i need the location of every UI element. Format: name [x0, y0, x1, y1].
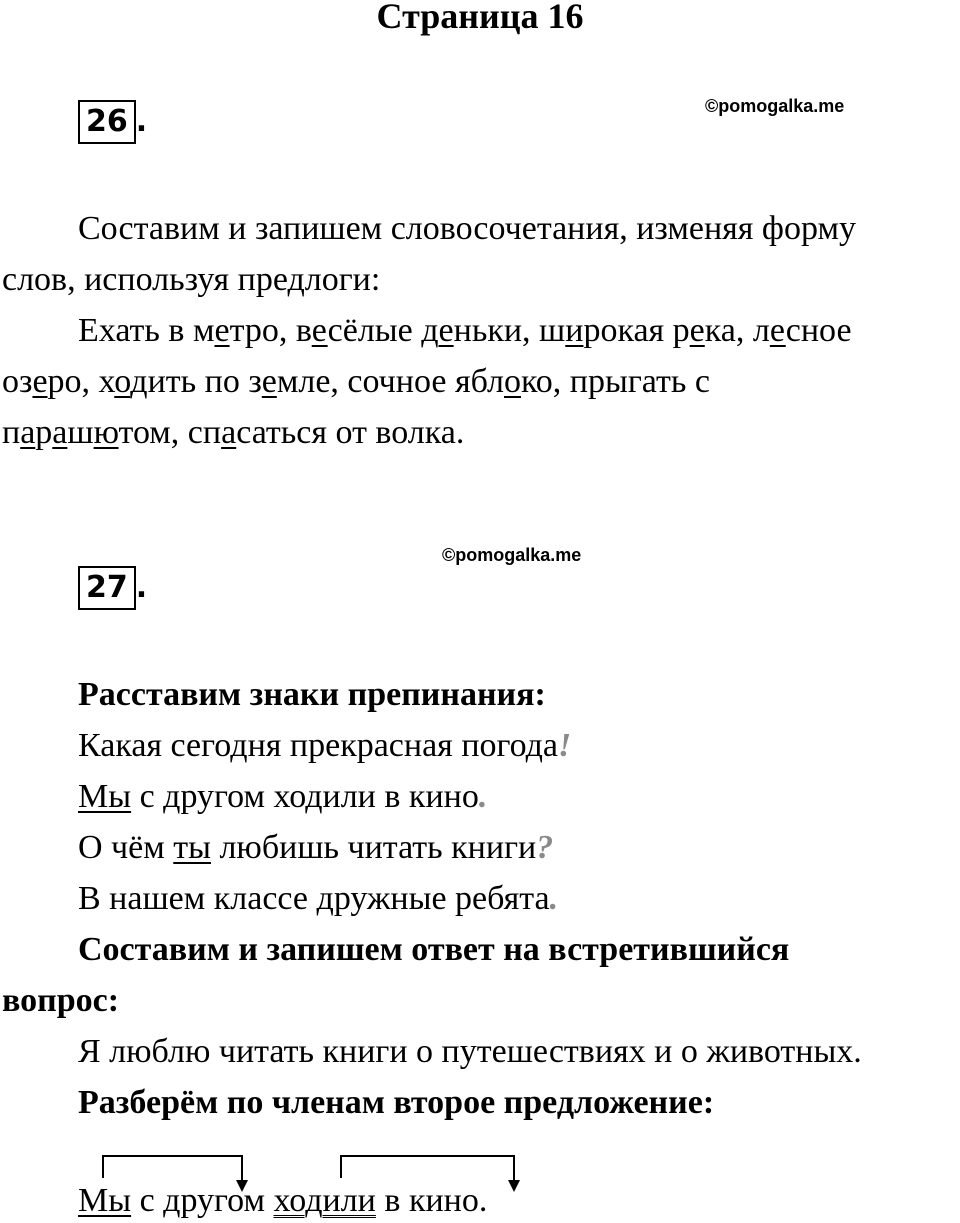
task-26-intro-line2: слов, используя предлоги: — [2, 261, 381, 298]
punctuation-mark: ! — [558, 727, 572, 764]
page-title: Страница 16 — [376, 0, 584, 36]
task-27-heading-answer-line1: Составим и запишем ответ на встретившийся — [78, 931, 790, 968]
task-26-phrases-line1: Ехать в метро, весёлые деньки, широкая река, лесное — [78, 312, 852, 349]
vowel-underlined: о — [114, 363, 131, 400]
arrow-subject-to-group — [103, 1156, 242, 1182]
vowel-underlined: е — [311, 312, 328, 349]
vowel-underlined: ю — [93, 414, 119, 451]
watermark-middle: ©pomogalka.me — [442, 545, 582, 565]
task-26-number: 26 . — [78, 100, 147, 144]
arrow-head-2 — [508, 1180, 520, 1192]
sentence-4: В нашем классе дружные ребята. — [78, 880, 559, 917]
task-27-heading-answer-line2: вопрос: — [2, 982, 120, 1019]
task-26-phrases-line2: озеро, ходить по земле, сочное яблоко, прыгать с — [2, 363, 710, 400]
vowel-underlined: и — [565, 312, 584, 349]
sentence-3: О чём ты любишь читать книги? — [78, 829, 554, 866]
task-number-box: 27 — [78, 566, 136, 610]
vowel-underlined: е — [214, 312, 230, 349]
parsed-sentence: Мы с другом ходили в кино. — [78, 1182, 488, 1219]
subject-word: Мы — [78, 778, 132, 815]
subject-word: Мы — [78, 1182, 132, 1219]
watermark-top: ©pomogalka.me — [705, 96, 845, 116]
task-27-heading-punctuation: Расставим знаки препинания: — [78, 676, 546, 713]
punctuation-mark: . — [478, 778, 488, 815]
vowel-underlined: е — [769, 312, 786, 349]
predicate-word: ходили — [273, 1182, 376, 1219]
vowel-underlined: а — [20, 414, 36, 451]
vowel-underlined: а — [52, 414, 68, 451]
vowel-underlined: е — [32, 363, 48, 400]
punctuation-mark: ? — [536, 829, 554, 866]
sentence-1: Какая сегодня прекрасная погода! — [78, 727, 572, 764]
answer-sentence: Я люблю читать книги о путешествиях и о животных. — [78, 1033, 862, 1070]
task-26-intro-line1: Составим и запишем словосочетания, изменяя форму — [78, 210, 856, 247]
vowel-underlined: е — [689, 312, 705, 349]
task-27-number: 27 . — [78, 566, 147, 610]
task-27-heading-parse: Разберём по членам второе предложение: — [78, 1084, 715, 1121]
task-number-box: 26 — [78, 100, 136, 144]
vowel-underlined: е — [438, 312, 454, 349]
task-26-phrases-line3: парашютом, спасаться от волка. — [2, 414, 465, 451]
vowel-underlined: е — [261, 363, 277, 400]
arrow-predicate-to-group — [341, 1156, 514, 1182]
vowel-underlined: о — [504, 363, 522, 400]
sentence-2: Мы с другом ходили в кино. — [78, 778, 488, 815]
punctuation-mark: . — [549, 880, 559, 917]
subject-word: ты — [173, 829, 211, 866]
vowel-underlined: а — [221, 414, 237, 451]
